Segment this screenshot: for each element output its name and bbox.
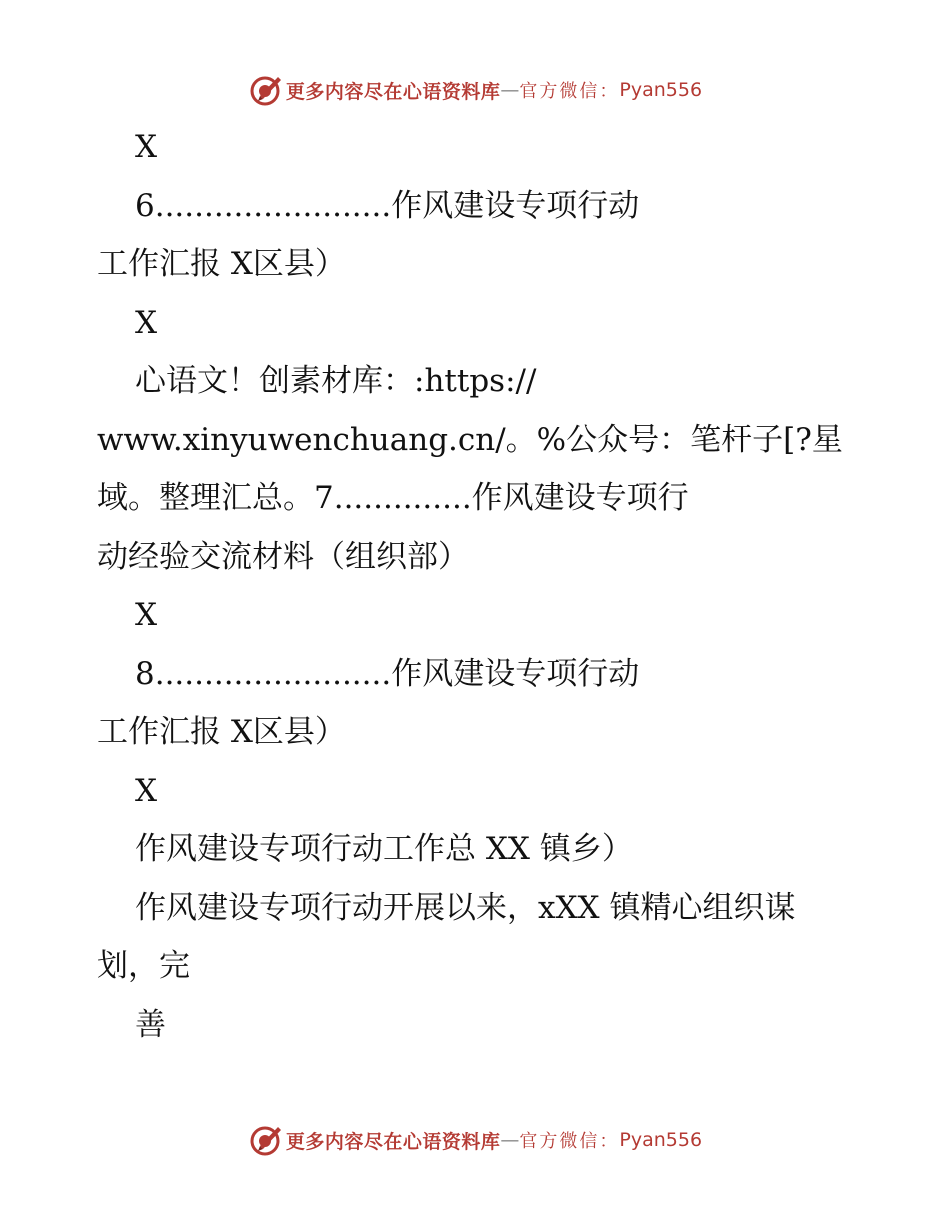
pen-logo-icon <box>248 1122 284 1158</box>
text-line: 域。整理汇总。7..............作风建设专项行 <box>97 480 689 516</box>
banner-separator: — <box>500 79 520 101</box>
text-line: X <box>135 597 158 633</box>
footer-banner <box>0 1120 950 1160</box>
banner-wechat-label: 官方微信： <box>519 81 620 102</box>
banner-wechat-label: 官方微信： <box>519 1131 620 1152</box>
banner-wechat-id: Pyan556 <box>619 79 703 101</box>
header-banner <box>0 70 950 110</box>
banner-wechat-id: Pyan556 <box>619 1129 703 1151</box>
text-line: 划，完 <box>97 948 190 984</box>
text-line: 6........................作风建设专项行动 <box>135 187 640 224</box>
text-line: www.xinyuwenchuang.cn/。%公众号：笔杆子[?星 <box>97 421 843 458</box>
document-body <box>97 118 857 1054</box>
banner-site-text: 更多内容尽在心语资料库 <box>285 1130 501 1153</box>
text-line: X <box>135 772 158 809</box>
text-line: X <box>135 129 158 165</box>
pen-logo-icon <box>248 72 284 108</box>
text-line: 工作汇报 X区县） <box>97 714 346 750</box>
text-line: 8........................作风建设专项行动 <box>135 655 640 692</box>
text-line: 工作汇报 X区县） <box>97 246 346 282</box>
text-line: X <box>135 304 158 341</box>
banner-site-text: 更多内容尽在心语资料库 <box>285 80 501 103</box>
text-line: 善 <box>135 1006 166 1043</box>
text-line: 作风建设专项行动开展以来，xXX 镇精心组织谋 <box>135 889 796 926</box>
text-line: 作风建设专项行动工作总 XX 镇乡） <box>135 831 633 867</box>
text-line: 心语文！创素材库：:https:// <box>135 363 537 399</box>
banner-separator: — <box>500 1129 520 1151</box>
text-line: 动经验交流材料（组织部） <box>97 538 469 575</box>
